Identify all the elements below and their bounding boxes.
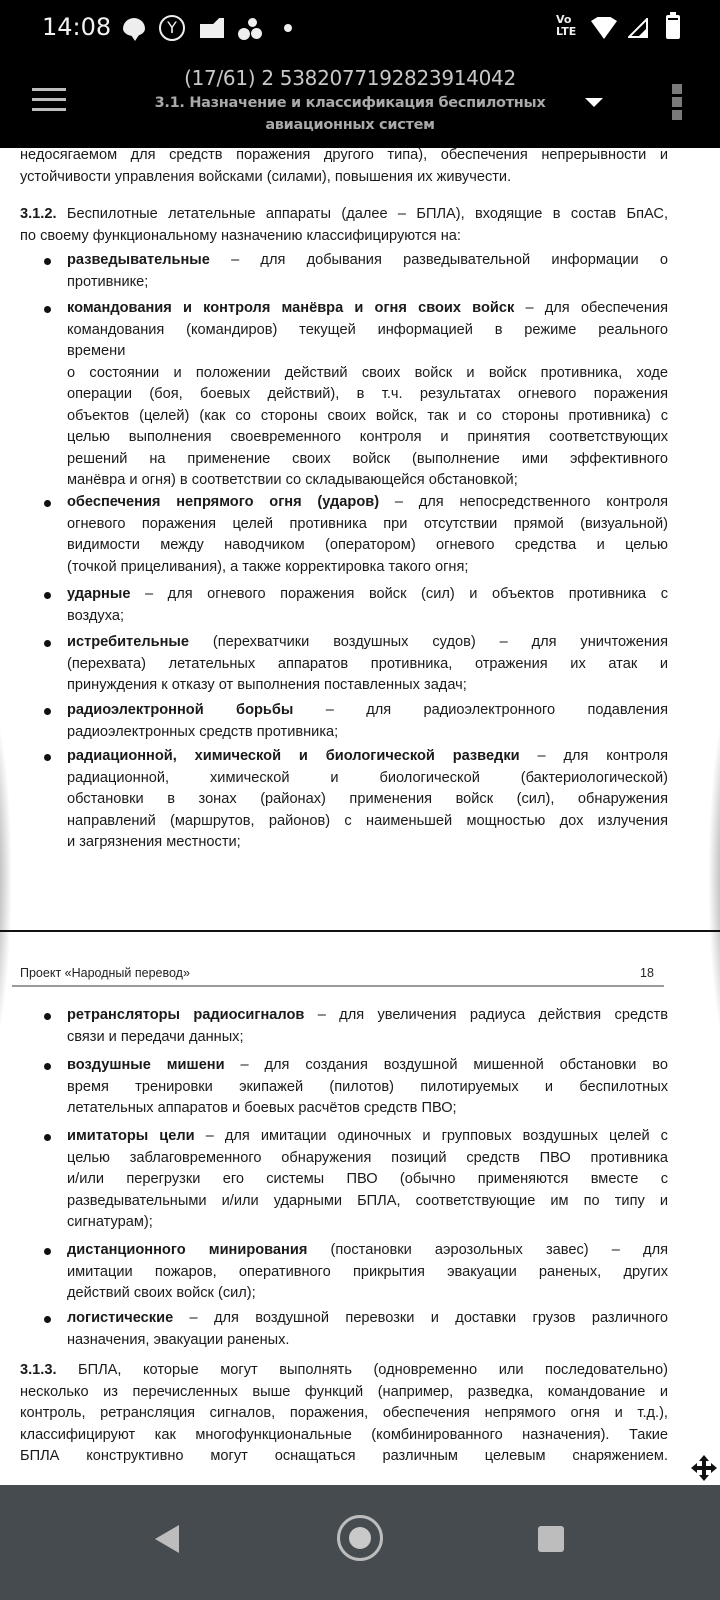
text-line: решений на применение своих войск (выполнение ими эффективного (67, 450, 668, 467)
overflow-menu-icon[interactable] (672, 84, 682, 120)
bullet-icon (44, 1316, 51, 1323)
list-item (67, 746, 668, 854)
list-item-term: обеспечения непрямого огня (ударов) (67, 494, 380, 510)
text-line: действий своих войск (сил); (67, 1285, 256, 1301)
dropdown-icon[interactable] (585, 98, 603, 107)
text-line: радиоэлектронной борьбы – для радиоэлектронного подавления (67, 702, 668, 718)
lte-label: LTE (556, 25, 577, 38)
text-line: направлений (маршрутов, районов) с наименьшей мощностью дох излучения (67, 812, 668, 829)
list-item (67, 1005, 668, 1048)
bullet-icon (44, 1013, 51, 1020)
list-item-term: радиационной, химической и биологической разведки (67, 748, 520, 764)
text-line: БПЛА конструктивно могут оснащаться различным целевым снаряжением. (20, 1448, 668, 1464)
section-number: 3.1.3. (20, 1362, 57, 1378)
text-line: логистические – для воздушной перевозки и доставки грузов различного (67, 1310, 668, 1326)
text-line: Беспилотные летательные аппараты (далее – БПЛА), входящие в состав БпАС, (56, 206, 668, 222)
document-viewer[interactable] (0, 148, 720, 1485)
bullet-icon (44, 708, 51, 715)
bullet-icon (44, 754, 51, 761)
text-line: обеспечения непрямого огня (ударов) – для непосредственного контроля (67, 494, 668, 510)
status-bar (0, 0, 720, 56)
list-item (67, 1240, 668, 1305)
text-line: операции (боя, боевых действий), в т.ч. результатах огневого поражения (67, 386, 668, 402)
text-line: командования и контроля манёвра и огня своих войск – для обеспечения (67, 300, 668, 316)
list-item-term: разведывательные (67, 252, 210, 268)
notification-dot-icon (284, 24, 292, 32)
bullet-icon (44, 500, 51, 507)
text-line: ретрансляторы радиосигналов – для увеличения радиуса действия средств (67, 1007, 668, 1023)
list-item (67, 298, 668, 492)
system-nav-bar (0, 1485, 720, 1600)
text-line: противнике; (67, 273, 149, 290)
list-item (67, 1055, 668, 1120)
list-item-term: логистические (67, 1310, 174, 1326)
page-number: 18 (640, 966, 654, 980)
overscroll-glow-right (708, 688, 720, 1068)
text-line: воздушные мишени – для создания воздушной мишенной обстановки во (67, 1057, 668, 1073)
text-line: радиационной, химической и биологической (бактериологической) (67, 769, 668, 786)
list-item-term: ударные (67, 586, 131, 602)
footer-rule (12, 985, 664, 987)
section-number: 3.1.2. (20, 206, 57, 222)
text-line: контроль, ретрансляция сигналов, поражения, обеспечения непрямого огня и т.д.), (20, 1405, 668, 1421)
list-item (67, 250, 668, 293)
list-item (67, 492, 668, 578)
text-line: назначения, эвакуации раненых. (67, 1331, 290, 1348)
list-item-term: дистанционного минирования (67, 1242, 308, 1258)
list-item (67, 584, 668, 627)
text-line: связи и передачи данных; (67, 1028, 244, 1045)
list-item-term: командования и контроля манёвра и огня своих войск (67, 300, 515, 316)
section-3-1-2 (20, 204, 668, 247)
text-line: (перехвата) летательных аппаратов противника, отражения их атак и (67, 655, 668, 672)
chapter-title-line1: 3.1. Назначение и классификация беспилотных (154, 95, 546, 111)
bullet-icon (44, 1063, 51, 1070)
text-line: по своему функциональному назначению классифицируются на: (20, 227, 461, 244)
text-line: объектов (целей) (как со стороны своих войск, так и со стороны противника) с (67, 407, 668, 424)
list-item-term: воздушные мишени (67, 1057, 225, 1073)
text-line: (точкой прицеливания), а также корректировка такого огня; (67, 558, 469, 575)
text-line: дистанционного минирования (постановки аэрозольных завес) – для (67, 1242, 668, 1258)
page-footer-text: Проект «Народный перевод» (20, 966, 190, 980)
bullet-icon (44, 592, 51, 599)
title-block[interactable] (110, 64, 590, 136)
chapter-title-line2: авиационных систем (265, 117, 435, 133)
dots-app-icon (236, 16, 262, 42)
text-line: разведывательные – для добывания разведывательной информации о (67, 252, 668, 268)
menu-icon[interactable] (32, 88, 66, 112)
list-item (67, 1308, 668, 1351)
list-item-term: ретрансляторы радиосигналов (67, 1007, 305, 1023)
text-line: БПЛА, которые могут выполнять (одновременно или последовательно) (56, 1362, 668, 1378)
list-item (67, 1126, 668, 1234)
list-item-term: радиоэлектронной борьбы (67, 702, 294, 718)
status-time: 14:08 (42, 13, 112, 41)
list-item-term: имитаторы цели (67, 1128, 195, 1144)
text-line: классифицируют как многофункциональные (комбинированного назначения). Такие (20, 1426, 668, 1443)
back-button[interactable] (155, 1525, 179, 1553)
message-bubble-icon (123, 18, 145, 36)
recents-button[interactable] (538, 1526, 564, 1552)
home-button[interactable] (337, 1515, 383, 1561)
volte-label: Vo (556, 13, 572, 26)
volte-icon (556, 14, 576, 38)
text-line: принуждения к отказу от выполнения поставленных задач; (67, 677, 467, 693)
list-item-term: истребительные (67, 634, 189, 650)
text-line: разведывательными и/или ударными БПЛА, соответствующие им по типу и (67, 1192, 668, 1209)
battery-icon (666, 15, 680, 39)
bullet-icon (44, 258, 51, 265)
move-arrows-icon[interactable] (690, 1454, 718, 1482)
text-line: недосягаемом для средств поражения другого типа), обеспечения непрерывности и (20, 148, 668, 163)
text-line: обстановки в зонах (районах) применения войск (сил), обнаружения (67, 791, 668, 807)
list-item (67, 700, 668, 743)
text-line: огневого поражения целей противника при отсутствии прямой (визуальной) (67, 515, 668, 532)
document-icon (200, 18, 224, 38)
wifi-icon (591, 17, 617, 39)
text-line: времени (67, 343, 126, 359)
text-line: радиоэлектронных средств противника; (67, 723, 339, 740)
text-line: время тренировки экипажей (пилотов) пилотируемых и беспилотных (67, 1078, 668, 1095)
text-line: истребительные (перехватчики воздушных судов) – для уничтожения (67, 634, 668, 650)
text-line: и загрязнения местности; (67, 834, 241, 850)
text-line: сигнатурам); (67, 1214, 153, 1230)
bullet-icon (44, 1134, 51, 1141)
text-line: манёвра и огня) в соответствии со складывающейся обстановкой; (67, 472, 518, 488)
page-break-line (0, 930, 720, 932)
text-line: воздуха; (67, 607, 125, 624)
text-line: летательных аппаратов и боевых расчётов средств ПВО; (67, 1100, 457, 1116)
text-line: целью выполнения своевременного контроля и принятия соответствующих (67, 429, 668, 445)
text-line: радиационной, химической и биологической разведки – для контроля (67, 748, 668, 764)
text-line: несколько из перечисленных выше функций (например, разведка, командование и (20, 1383, 668, 1400)
text-line: командования (командиров) текущей информацией в режиме реального (67, 321, 668, 338)
list-item (67, 632, 668, 697)
intro-paragraph (20, 148, 668, 188)
text-line: имитации пожаров, оперативного прикрытия эвакуации раненых, других (67, 1263, 668, 1280)
yandex-icon: Y (159, 15, 185, 41)
text-line: имитаторы цели – для имитации одиночных и групповых воздушных целей с (67, 1128, 668, 1144)
text-line: видимости между наводчиком (оператором) огневого средства и целью (67, 537, 668, 553)
text-line: ударные – для огневого поражения войск (сил) и объектов противника с (67, 586, 668, 602)
bullet-icon (44, 306, 51, 313)
text-line: о состоянии и положении действий своих войск и войск противника, ходе (67, 364, 668, 381)
text-line: целью заблаговременного обнаружения позиций средств ПВО противника (67, 1149, 668, 1166)
document-title: (17/61) 2 5382077192823914042 (184, 66, 516, 90)
bullet-icon (44, 1248, 51, 1255)
app-bar (0, 56, 720, 148)
section-3-1-3 (20, 1360, 668, 1468)
overscroll-glow-left (0, 688, 12, 1068)
signal-icon (628, 18, 648, 38)
text-line: и/или перегрузки его системы ПВО (обычно применяются вместе с (67, 1171, 668, 1187)
bullet-icon (44, 640, 51, 647)
text-line: устойчивости управления войсками (силами), повышения их живучести. (20, 168, 512, 185)
